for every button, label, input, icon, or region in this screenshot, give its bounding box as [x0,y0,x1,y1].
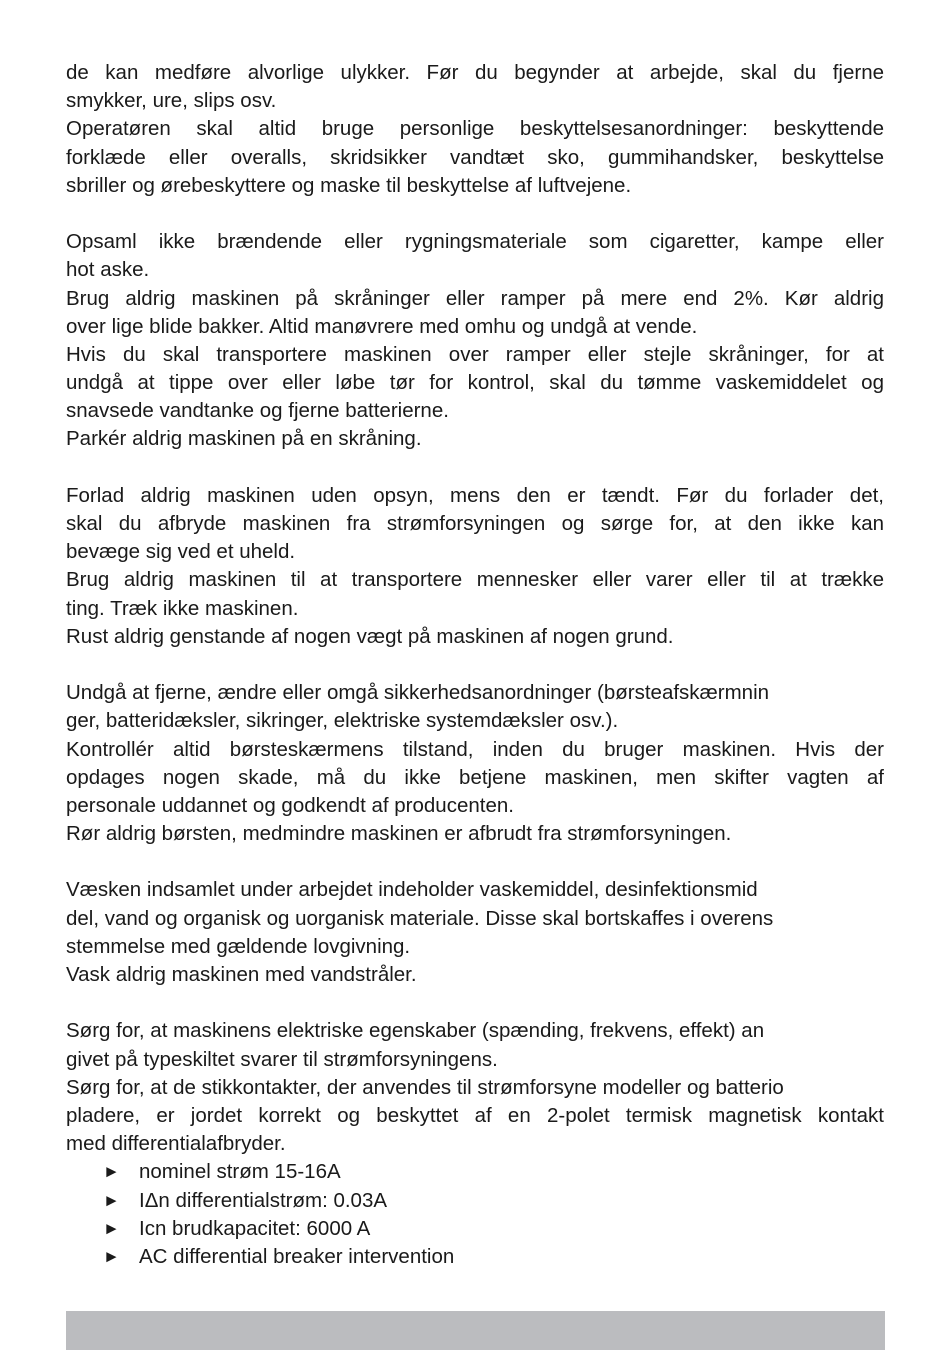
paragraph [66,482,884,651]
paragraph [66,1017,884,1158]
text-line: forklæde eller overalls, skridsikker vandtæt sko, gummihandsker, beskyttelse [66,145,884,169]
text-line: bevæge sig ved et uheld. [66,540,296,564]
text-line: personale uddannet og godkendt af producenten. [66,793,514,817]
text-line: skal du afbryde maskinen fra strømforsyningen og sørge for, at den ikke kan [66,512,884,535]
text-line: Sørg for, at de stikkontakter, der anvendes til strømforsyne modeller og batterio [66,1075,784,1099]
text-line: givet på typeskiltet svarer til strømforsyningens. [66,1047,498,1071]
text-line: Hvis du skal transportere maskinen over ramper eller stejle skråninger, for at [66,342,884,366]
triangle-bullet-icon: ► [103,1162,120,1182]
triangle-bullet-icon: ► [103,1246,120,1266]
bullet-text: Icn brudkapacitet: 6000 A [139,1216,371,1240]
text-line: Brug aldrig maskinen på skråninger eller ramper på mere end 2%. Kør aldrig [66,286,884,310]
text-line: sbriller og ørebeskyttere og maske til beskyttelse af luftvejene. [66,173,632,197]
bullet-item [66,1243,884,1271]
text-line: ger, batteridæksler, sikringer, elektriske systemdæksler osv.). [66,709,619,733]
text-line: opdages nogen skade, må du ikke betjene maskinen, men skifter vagten af [66,765,884,789]
text-line: Operatøren skal altid bruge personlige beskyttelsesanordninger: beskyttende [66,117,884,141]
text-line: undgå at tippe over eller løbe tør for kontrol, skal du tømme vaskemiddelet og [66,371,884,395]
text-line: Vask aldrig maskinen med vandstråler. [66,963,417,986]
paragraph-spacer [66,454,884,482]
text-line: Rør aldrig børsten, medmindre maskinen er afbrudt fra strømforsyningen. [66,822,732,846]
text-line: Opsaml ikke brændende eller rygningsmateriale som cigaretter, kampe eller [66,230,884,254]
triangle-bullet-icon: ► [103,1190,120,1210]
paragraph-spacer [66,848,884,876]
text-line: Brug aldrig maskinen til at transportere mennesker eller varer eller til at trække [66,568,884,592]
paragraph [66,876,884,989]
text-line: ting. Træk ikke maskinen. [66,596,299,620]
text-line: over lige blide bakker. Altid manøvrere med omhu og undgå at vende. [66,314,698,338]
text-line: de kan medføre alvorlige ulykker. Før du begynder at arbejde, skal du fjerne [66,61,884,84]
bullet-item [66,1215,884,1243]
bullet-text: nominel strøm 15-16A [139,1160,341,1184]
bullet-item [66,1187,884,1215]
text-line: smykker, ure, slips osv. [66,89,277,113]
footer-bar [66,1311,885,1350]
paragraph [66,679,884,848]
document-body [66,59,884,1271]
bullet-list [66,1158,884,1271]
bullet-text: IΔn differentialstrøm: 0.03A [139,1188,388,1212]
paragraph-spacer [66,651,884,679]
bullet-text: AC differential breaker intervention [139,1244,455,1268]
text-line: hot aske. [66,258,150,282]
text-line: Undgå at fjerne, ændre eller omgå sikkerhedsanordninger (børsteafskærmnin [66,681,770,705]
text-line: Rust aldrig genstande af nogen vægt på maskinen af nogen grund. [66,624,674,648]
paragraph-spacer [66,989,884,1017]
bullet-item [66,1158,884,1186]
paragraph [66,59,884,200]
text-line: Væsken indsamlet under arbejdet indeholder vaskemiddel, desinfektionsmid [66,878,758,902]
triangle-bullet-icon: ► [103,1218,120,1238]
text-line: pladere, er jordet korrekt og beskyttet af en 2-polet termisk magnetisk kontakt [66,1103,884,1127]
text-line: del, vand og organisk og uorganisk materiale. Disse skal bortskaffes i overens [66,906,774,930]
paragraph-spacer [66,200,884,228]
text-line: Parkér aldrig maskinen på en skråning. [66,427,422,451]
text-line: snavsede vandtanke og fjerne batterierne. [66,399,449,423]
text-line: med differentialafbryder. [66,1132,286,1156]
text-line: Sørg for, at maskinens elektriske egenskaber (spænding, frekvens, effekt) an [66,1019,765,1043]
text-line: Forlad aldrig maskinen uden opsyn, mens den er tændt. Før du forlader det, [66,483,884,507]
text-line: Kontrollér altid børsteskærmens tilstand, inden du bruger maskinen. Hvis der [66,737,884,761]
paragraph [66,228,884,454]
text-line: stemmelse med gældende lovgivning. [66,934,411,958]
